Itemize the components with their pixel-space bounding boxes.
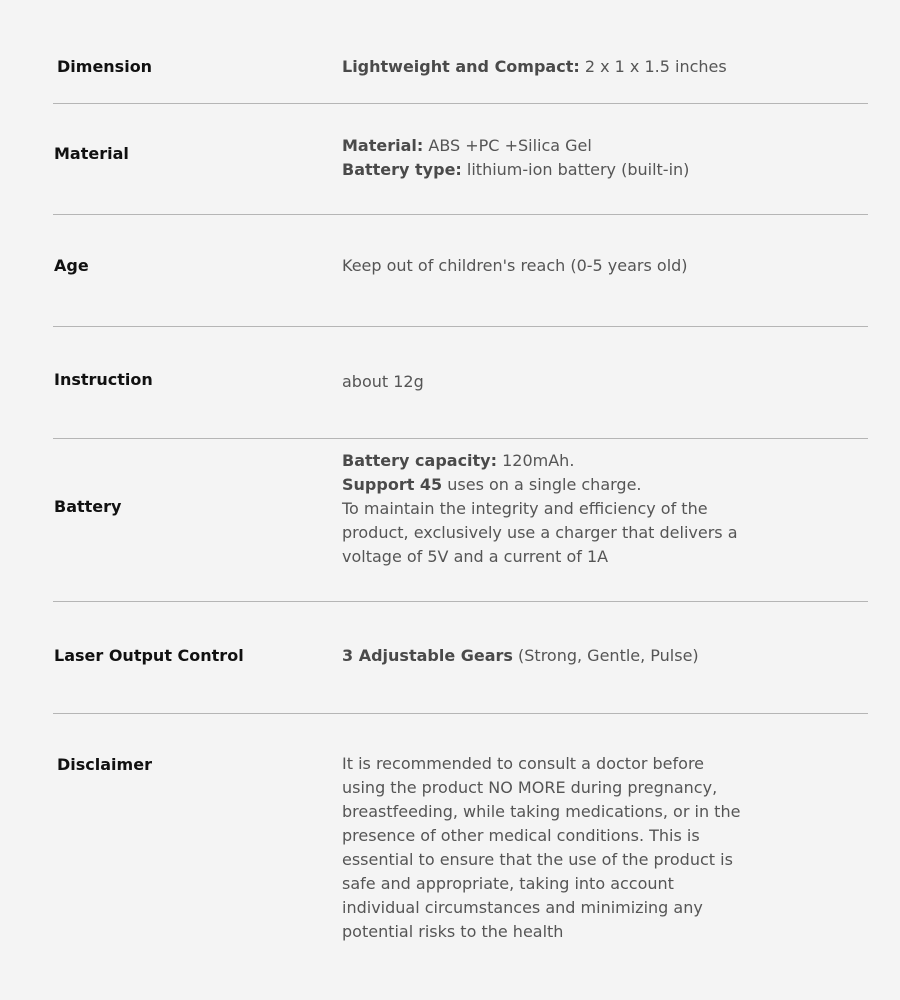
- spec-value-text: about 12g: [342, 372, 424, 391]
- spec-value-disclaimer: [342, 752, 762, 944]
- spec-label-material: Material: [54, 144, 129, 163]
- spec-value-emphasis: Support 45: [342, 475, 443, 494]
- row-divider: [53, 103, 868, 104]
- spec-value-emphasis: 3 Adjustable Gears: [342, 646, 513, 665]
- spec-value-emphasis: Battery capacity:: [342, 451, 498, 470]
- spec-value-text: lithium-ion battery (built-in): [461, 160, 690, 179]
- spec-value-age: [342, 254, 762, 278]
- row-divider: [53, 713, 868, 714]
- spec-value-emphasis: Material:: [342, 136, 424, 155]
- spec-value-text: uses on a single charge.: [442, 475, 642, 494]
- spec-value-text: It is recommended to consult a doctor before using the product NO MORE during pregnancy, breastfeeding, while taking medications, or in the presence of other medical conditions. This is essential to ensure that the use of the product is safe and appropriate, taking into account individual circumstances and minimizing any potential risks to the health: [342, 754, 741, 941]
- spec-label-disclaimer: Disclaimer: [57, 755, 152, 774]
- spec-value-battery: [342, 449, 762, 569]
- spec-value-dimension: [342, 55, 762, 79]
- spec-value-line: [342, 644, 762, 668]
- spec-value-laser-output-control: [342, 644, 762, 668]
- spec-value-text: ABS +PC +Silica Gel: [423, 136, 592, 155]
- spec-value-emphasis: Lightweight and Compact:: [342, 57, 580, 76]
- spec-label-age: Age: [54, 256, 89, 275]
- spec-label-battery: Battery: [54, 497, 122, 516]
- spec-value-text: (Strong, Gentle, Pulse): [512, 646, 699, 665]
- spec-value-text: 120mAh.: [497, 451, 575, 470]
- spec-value-text: To maintain the integrity and efficiency of the product, exclusively use a charger that delivers a voltage of 5V and a current of 1A: [342, 499, 738, 566]
- row-divider: [53, 438, 868, 439]
- row-divider: [53, 326, 868, 327]
- row-divider: [53, 214, 868, 215]
- row-divider: [53, 601, 868, 602]
- spec-value-line: [342, 473, 762, 497]
- spec-value-emphasis: Battery type:: [342, 160, 462, 179]
- spec-label-instruction: Instruction: [54, 370, 153, 389]
- spec-value-text: Keep out of children's reach (0-5 years old): [342, 256, 688, 275]
- spec-value-line: [342, 134, 762, 158]
- spec-value-text: 2 x 1 x 1.5 inches: [579, 57, 727, 76]
- spec-value-line: [342, 55, 762, 79]
- spec-label-laser-output-control: Laser Output Control: [54, 646, 244, 665]
- spec-value-instruction: [342, 370, 762, 394]
- spec-label-dimension: Dimension: [57, 57, 153, 76]
- spec-value-line: [342, 449, 762, 473]
- spec-value-material: [342, 134, 762, 182]
- spec-value-line: [342, 158, 762, 182]
